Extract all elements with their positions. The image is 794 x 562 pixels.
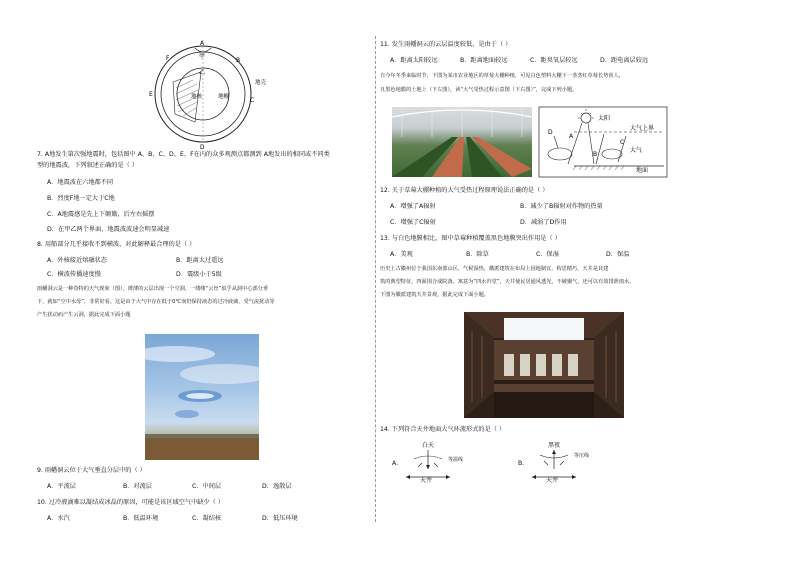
intro2-line2: 且黑色地膜的土地上（下左图），读“大气受热过程示意图（下右图）”，完成下列小题。 [380,87,578,93]
column-divider [375,36,376,522]
q9-stem: 9. 雨幡洞云位于大气垂直分层中的（ ） [37,467,146,474]
q12-option-b[interactable]: B．减少了B辐射对作物的热量 [520,203,603,210]
q10-option-a[interactable]: A．水汽 [47,515,70,522]
q14-a-isotherm-label: 等温线 [448,457,464,463]
fig-label-E: E [149,91,153,98]
q11-stem: 11. 发生雨幡洞云的云层温度较低，是由于（ ） [380,41,512,48]
q8-option-c[interactable]: C．横波传播速度慢 [47,271,101,278]
q14-b-tianjing-label: 天井 [546,477,559,483]
label-upper-atmosphere: 大气上界 [630,125,655,132]
fig-label-jia: 甲 [199,53,206,60]
q14-b-night-label: 黑夜 [548,442,561,449]
atmosphere-heating-diagram [538,106,668,178]
label-C: C [620,139,625,146]
q12-stem: 12. 关于草莓大棚种植的大气受热过程原理说法正确的是（ ） [380,187,549,194]
q13-stem: 13. 与白色地膜相比，图中草莓种植覆盖黑色地膜突出作用是（ ） [380,235,561,242]
label-ground: 地面 [636,167,649,174]
q7-option-c[interactable]: C．A地震感是先上下颠簸，后左右摇摆 [47,211,155,218]
fig-label-dihe: 地核 [191,94,203,100]
q8-stem: 8. 用船部分几乎接收不到横波，对此解释最合理的是（ ） [37,241,196,248]
q13-option-a[interactable]: A．美观 [390,251,413,258]
earth-interior-diagram [143,38,275,150]
intro3-line2: 筑的典型特征，四面围合成院落，寓意为“四水归堂”，天井使民居通风透光，不破聚气，还可以有效排泄雨水。 [380,279,635,285]
q14-stem: 14. 下列符合天井地面大气环流形式的是（ ） [380,426,506,433]
q11-option-c[interactable]: C．距臭氧层较远 [530,57,578,64]
fig-label-B: B [236,57,241,64]
q12-option-a[interactable]: A．增强了A辐射 [390,203,436,210]
q13-option-b[interactable]: B．除草 [466,251,489,258]
q14-option-a-label[interactable]: A． [392,460,403,467]
cloud-left [548,148,572,160]
label-D: D [548,129,553,136]
q12-option-d[interactable]: D．减弱了D作用 [520,219,567,226]
cloud-right [602,149,622,159]
label-atmosphere: 大气 [630,147,643,154]
q14-option-b-diagram[interactable] [530,441,610,483]
intro-line3: 产生扰动而产生云洞，据此完成下面小题 [37,312,131,318]
q13-option-c[interactable]: C．保湿 [536,251,559,258]
intro-line2: 下，就如“空中水母”，非常好看。这是由于大气中存在低于0℃而仍保持液态的过冷液滴，受气流扰动等 [37,299,275,305]
q9-option-d[interactable]: D．逸散层 [262,483,292,490]
q9-option-c[interactable]: C．中间层 [192,483,222,490]
q13-option-d[interactable]: D．保温 [606,251,630,258]
cloud-photo [145,334,259,460]
q10-option-b[interactable]: B．低温环境 [123,515,159,522]
intro2-line1: 自今年冬季来临时节，下图为某市农业地区的草莓大棚种植，可见白色塑料大棚下一垄垄红草莓长势喜人， [380,73,624,79]
q12-option-c[interactable]: C．增强了C辐射 [390,219,436,226]
q8-option-b[interactable]: B．距离太过遥远 [176,257,224,264]
q10-stem: 10. 过冷液滴难以凝结成冰晶的原因，可能是该区域空气中缺少（ ） [37,499,225,506]
q7-option-d[interactable]: D．在甲乙两个界面，地震波波速会明显减速 [47,226,170,233]
label-sun: 太阳 [598,115,611,122]
tianjing-photo [464,312,624,418]
intro3-line1: 历史上古徽州位于我国东南部山区，气候湿热，徽派建筑在布局上因地制宜，构思精巧，天井是其建 [380,266,609,272]
label-A: A [569,133,574,140]
fig-label-C: C [250,97,255,104]
q8-option-a[interactable]: A．外核接近熔融状态 [47,257,107,264]
label-B: B [593,151,598,158]
fig-label-F: F [166,55,170,62]
cloud-photo-art [145,334,259,460]
tianjing-photo-art [464,312,624,418]
q7-stem-line1: 7. A地发生第次强地震时，包括图中 A、B、C、D、E、F在内的众多观测点都测到 A地发出的相同或不同类 [37,151,330,158]
q11-option-b[interactable]: B．距离地面较远 [460,57,508,64]
q14-a-tianjing-label: 天井 [420,477,433,483]
fig-label-diqiao: 地壳 [255,80,267,86]
greenhouse-photo-art [392,107,532,177]
q14-a-day-label: 白天 [422,442,435,449]
q9-option-a[interactable]: A．平流层 [47,483,76,490]
q8-option-d[interactable]: D．震级小于5级 [176,271,222,278]
q14-b-isobar-label: 等压线 [574,453,590,459]
intro-line1: 雨幡洞云是一种奇特的天气现象（图）。薄薄的云层出现一个空洞，一缕缕“云丝”似乎从洞中心部分垂 [37,286,269,292]
q7-option-a[interactable]: A．地震波在六地都不同 [47,179,114,186]
fig-label-yi: 乙 [199,69,206,76]
fig-label-dimian: 地幔 [218,94,230,100]
q11-option-d[interactable]: D．距电离层较远 [600,57,649,64]
q7-option-b[interactable]: B．烈度F地一定大于C地 [47,195,115,202]
intro3-line3: 下图为徽派建筑天井景观，据此完成下面小题。 [380,292,489,298]
q10-option-d[interactable]: D．低压环境 [262,515,298,522]
greenhouse-photo [392,107,532,177]
fig-label-D: D [200,144,205,150]
q14-option-b-label[interactable]: B． [518,460,529,467]
q7-stem-line2: 型的地震波，下列叙述正确的是（ ） [37,162,138,169]
q14-option-a-diagram[interactable] [404,441,484,483]
q11-option-a[interactable]: A．距离太阳较远 [390,57,438,64]
q10-option-c[interactable]: C．凝结核 [192,515,222,522]
fig-label-A: A [200,40,205,47]
q9-option-b[interactable]: B．对流层 [123,483,152,490]
